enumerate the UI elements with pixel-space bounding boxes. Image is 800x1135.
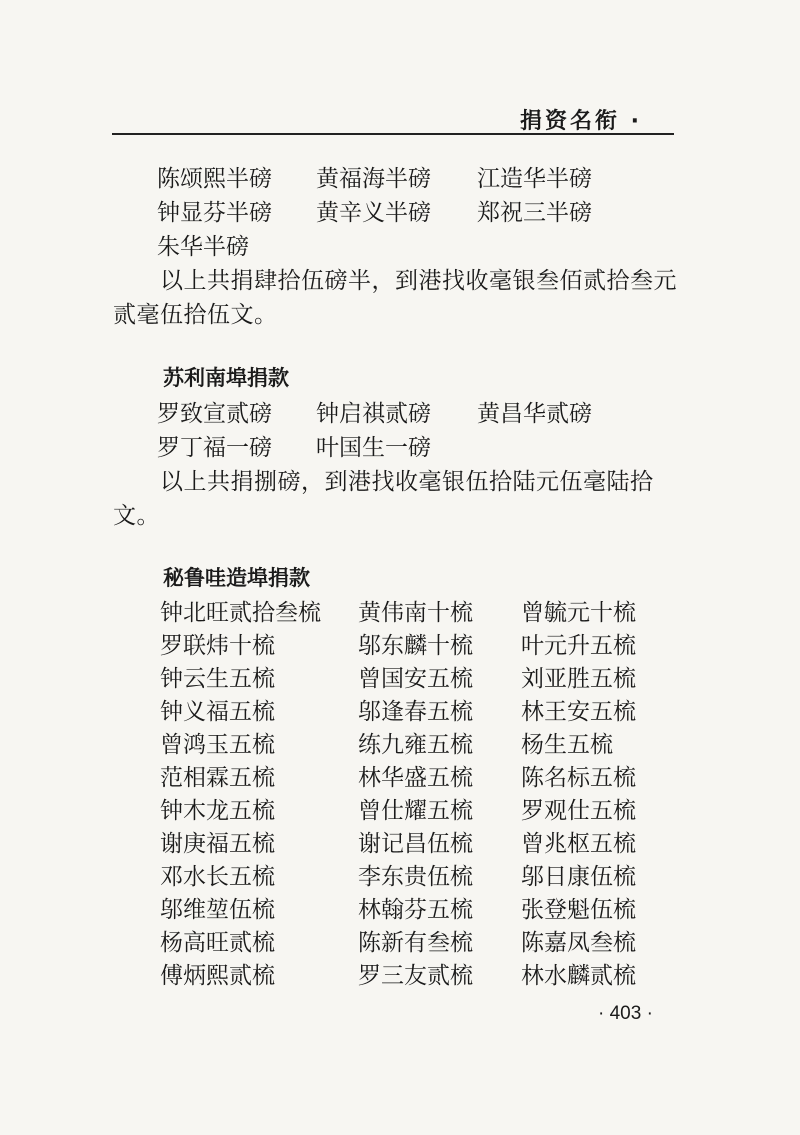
header-rule xyxy=(112,133,674,135)
donor-entry: 刘亚胜五梳 xyxy=(521,666,636,692)
donor-entry: 曾仕耀五梳 xyxy=(358,798,473,824)
donor-entry: 林华盛五梳 xyxy=(358,765,473,791)
donor-entry: 罗致宣贰磅 xyxy=(157,401,272,427)
donor-entry: 黄昌华贰磅 xyxy=(477,401,592,427)
donor-entry: 黄福海半磅 xyxy=(316,166,431,192)
donor-entry: 练九雍五梳 xyxy=(358,732,473,758)
donor-entry: 钟北旺贰拾叁梳 xyxy=(160,600,321,626)
donor-entry: 叶元升五梳 xyxy=(521,633,636,659)
donor-entry: 曾毓元十梳 xyxy=(521,600,636,626)
donor-entry: 钟云生五梳 xyxy=(160,666,275,692)
running-header: 捐资名衔 · xyxy=(520,109,643,134)
section-title: 苏利南埠捐款 xyxy=(163,366,289,390)
donor-entry: 杨生五梳 xyxy=(521,732,613,758)
donor-entry: 钟木龙五梳 xyxy=(160,798,275,824)
donor-entry: 陈名标五梳 xyxy=(521,765,636,791)
summary-text: 文。 xyxy=(113,503,160,529)
donor-entry: 邬东麟十梳 xyxy=(358,633,473,659)
donor-entry: 谢记昌伍梳 xyxy=(358,831,473,857)
summary-text: 以上共捐捌磅，到港找收毫银伍拾陆元伍毫陆拾 xyxy=(160,469,654,495)
section-title: 秘鲁哇造埠捐款 xyxy=(163,566,310,590)
donor-entry: 朱华半磅 xyxy=(157,234,249,260)
donor-entry: 杨高旺贰梳 xyxy=(160,930,275,956)
donor-entry: 江造华半磅 xyxy=(477,166,592,192)
donor-entry: 钟义福五梳 xyxy=(160,699,275,725)
donor-entry: 罗联炜十梳 xyxy=(160,633,275,659)
donor-entry: 郑祝三半磅 xyxy=(477,200,592,226)
donor-entry: 林王安五梳 xyxy=(521,699,636,725)
summary-text: 以上共捐肆拾伍磅半，到港找收毫银叁佰贰拾叁元 xyxy=(160,268,677,294)
donor-entry: 李东贵伍梳 xyxy=(358,864,473,890)
donor-entry: 黄伟南十梳 xyxy=(358,600,473,626)
summary-text: 贰毫伍拾伍文。 xyxy=(113,302,278,328)
donor-entry: 钟显芬半磅 xyxy=(157,200,272,226)
donor-entry: 陈新有叁梳 xyxy=(358,930,473,956)
donor-entry: 林翰芬五梳 xyxy=(358,897,473,923)
donor-entry: 陈颂熙半磅 xyxy=(157,166,272,192)
donor-entry: 陈嘉凤叁梳 xyxy=(521,930,636,956)
donor-entry: 邬逢春五梳 xyxy=(358,699,473,725)
donor-entry: 钟启祺贰磅 xyxy=(316,401,431,427)
donor-entry: 谢庚福五梳 xyxy=(160,831,275,857)
donor-entry: 林水麟贰梳 xyxy=(521,963,636,989)
donor-entry: 邓水长五梳 xyxy=(160,864,275,890)
donor-entry: 罗三友贰梳 xyxy=(358,963,473,989)
donor-entry: 邬维堃伍梳 xyxy=(160,897,275,923)
donor-entry: 罗观仕五梳 xyxy=(521,798,636,824)
donor-entry: 叶国生一磅 xyxy=(316,435,431,461)
donor-entry: 傅炳熙贰梳 xyxy=(160,963,275,989)
donor-entry: 曾兆枢五梳 xyxy=(521,831,636,857)
donor-entry: 张登魁伍梳 xyxy=(521,897,636,923)
donor-entry: 邬日康伍梳 xyxy=(521,864,636,890)
donor-entry: 曾国安五梳 xyxy=(358,666,473,692)
donor-entry: 范相霖五梳 xyxy=(160,765,275,791)
donor-entry: 罗丁福一磅 xyxy=(157,435,272,461)
page-number: · 403 · xyxy=(598,1003,653,1024)
donor-entry: 曾鸿玉五梳 xyxy=(160,732,275,758)
donor-entry: 黄辛义半磅 xyxy=(316,200,431,226)
